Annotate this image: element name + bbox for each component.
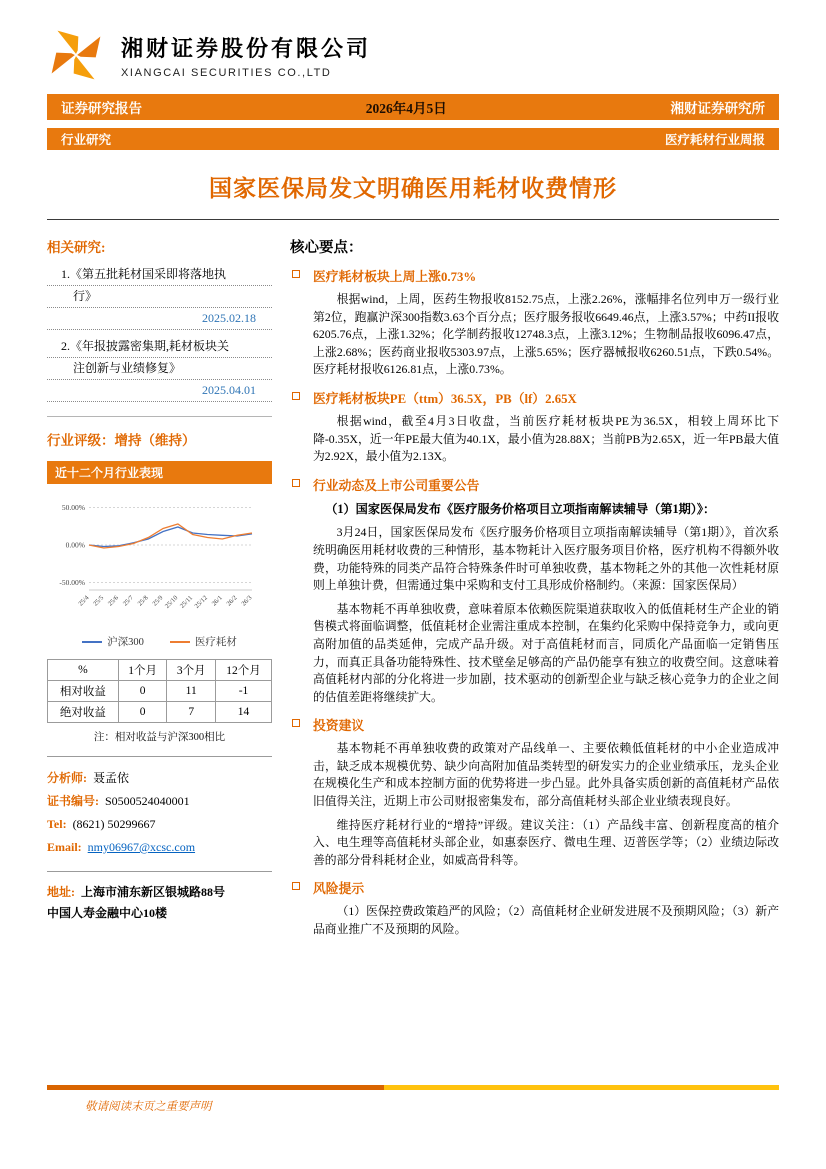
section-paragraph: 根据wind，上周，医药生物报收8152.75点，上涨2.26%，涨幅排名位列申万一级行业第2位，跑赢沪深300指数3.63个百分点；医疗服务报收6649.46点，上涨3.57%；中药II报收6205.76点，上涨1.32%；化学制药报收12748.3点，上涨3.12%；生物制品报收6096.47点，上涨2.68%；医药商业报收5303.97点，上涨5.65%；医疗器械报收6260.51点，下跌0.54%。医疗耗材报收6126.81点，上涨0.73%。 [313, 292, 779, 377]
svg-text:-50.00%: -50.00% [59, 578, 85, 587]
section-heading: 行业动态及上市公司重要公告 [313, 478, 480, 493]
table-note: 注：相对收益与沪深300相比 [93, 732, 226, 743]
table-row [48, 702, 272, 723]
related-research-list [47, 264, 272, 402]
section-bullet-icon [292, 882, 300, 890]
company-name-cn: 湘财证券股份有限公司 [121, 35, 372, 61]
table-row [48, 681, 272, 702]
svg-text:25/6: 25/6 [106, 594, 121, 608]
email-link[interactable]: nmy06967@xcsc.com [87, 840, 196, 854]
section-valuation [290, 388, 779, 466]
table-cell: -1 [215, 681, 271, 702]
footer-bar-orange-segment [47, 1085, 384, 1090]
chart-legend [47, 634, 272, 649]
report-type-bar [47, 94, 779, 120]
sidebar-divider [47, 756, 272, 757]
svg-text:25/11: 25/11 [178, 594, 195, 610]
table-cell: 14 [215, 702, 271, 723]
analyst-label: 分析师: [47, 771, 87, 785]
report-footer [47, 1085, 779, 1114]
tel-label: Tel: [47, 817, 67, 831]
footer-decoration-bar [47, 1085, 779, 1090]
table-cell: 11 [167, 681, 216, 702]
section-paragraph: 基本物耗不再单独收费的政策对产品线单一、主要依赖低值耗材的中小企业造成冲击，缺乏成本规模优势、缺少向高附加值品类转型的研发实力的企业业绩承压，龙头企业在规模化生产和成本控制方面的优势将进一步凸显。此外具备实质创新的高值耗材产品依旧值得关注，近期上市公司财报密集发布，部分高值耗材头部企业业绩表现良好。 [313, 741, 779, 809]
email-label: Email: [47, 840, 82, 854]
related-research-text: 2.《年报披露密集期,耗材板块关 [47, 336, 272, 358]
legend-label: 医疗耗材 [194, 637, 237, 648]
research-category-label: 行业研究 [61, 133, 112, 147]
cert-number: S0500524040001 [105, 794, 190, 808]
company-logo-icon [47, 26, 105, 84]
report-series-label: 医疗耗材行业周报 [664, 133, 765, 147]
report-type-label: 证券研究报告 [61, 101, 142, 116]
section-bullet-icon [292, 479, 300, 487]
svg-text:26/1: 26/1 [210, 594, 224, 608]
table-cell: 0 [118, 702, 167, 723]
footer-disclaimer-note: 敬请阅读末页之重要声明 [85, 1101, 212, 1113]
related-research-item[interactable] [47, 336, 272, 402]
report-title: 国家医保局发文明确医用耗材收费情形 [209, 176, 617, 201]
table-cell: 绝对收益 [48, 702, 119, 723]
address-line: 中国人寿金融中心10楼 [47, 906, 168, 920]
table-cell: 0 [118, 681, 167, 702]
tel-number: (8621) 50299667 [72, 817, 156, 831]
analyst-line [47, 767, 272, 790]
section-heading: 投资建议 [313, 719, 365, 734]
section-heading: 医疗耗材板块上周上涨0.73% [313, 270, 477, 284]
industry-performance-chart [47, 490, 272, 649]
email-line [47, 836, 272, 859]
address-line [47, 882, 272, 903]
content-columns [0, 220, 826, 939]
brand-row [0, 0, 826, 94]
section-weekly-performance [290, 266, 779, 379]
address-text: 上海市浦东新区银城路88号 [81, 885, 226, 899]
svg-text:26/3: 26/3 [240, 594, 254, 608]
related-research-text: 行》 [47, 286, 272, 308]
section-heading: 医疗耗材板块PE（ttm）36.5X，PB（lf）2.65X [313, 391, 577, 406]
section-industry-news [290, 475, 779, 707]
section-subheading: （1）国家医保局发布《医疗服务价格项目立项指南解读辅导（第1期）》： [325, 501, 716, 516]
related-research-date: 2025.04.01 [47, 380, 272, 402]
section-paragraph: （1）医保控费政策趋严的风险；（2）高值耗材企业研发进展不及预期风险；（3）新产品商业推广不及预期的风险。 [313, 904, 779, 937]
brand-names [121, 32, 371, 79]
performance-chart-title: 近十二个月行业表现 [47, 461, 272, 484]
svg-text:25/5: 25/5 [92, 594, 106, 608]
main-content [290, 236, 779, 939]
table-header-cell: % [48, 660, 119, 681]
analyst-name: 聂孟依 [93, 771, 130, 785]
related-research-text: 注创新与业绩修复》 [47, 358, 272, 380]
line-chart [47, 490, 258, 630]
svg-text:50.00%: 50.00% [61, 503, 85, 512]
series-line-icon [170, 641, 190, 643]
legend-item [170, 634, 237, 649]
sidebar-divider [47, 871, 272, 872]
svg-text:25/12: 25/12 [193, 594, 209, 610]
address-block [47, 882, 272, 924]
table-header-cell: 3个月 [167, 660, 216, 681]
cert-label: 证书编号: [47, 794, 99, 808]
series-line-icon [82, 641, 102, 643]
tel-line [47, 813, 272, 836]
section-paragraph: 根据wind，截至4月3日收盘，当前医疗耗材板块PE为36.5X，相较上周环比下降-0.35X，近一年PE最大值为40.1X，最小值为28.88X；当前PB为2.65X，近一年PB最大值为2.92X，最小值为2.13X。 [313, 413, 779, 464]
legend-item [82, 634, 144, 649]
section-bullet-icon [292, 270, 300, 278]
analyst-block [47, 767, 272, 859]
section-paragraph: 3月24日，国家医保局发布《医疗服务价格项目立项指南解读辅导（第1期）》，首次系统明确医用耗材收费的三种情形，基本物耗计入医疗服务项目价格，医疗机构不得额外收费，功能特殊的同类产品符合特殊条件时可单独收费，基本物耗之外的其他一次性耗材原则上单独计费，但需通过集中采购和支付工具形成价格制约。（来源：国家医保局） [313, 525, 779, 593]
section-risk-warning [290, 878, 779, 938]
related-research-heading: 相关研究: [47, 240, 106, 255]
table-header-cell: 12个月 [215, 660, 271, 681]
address-label: 地址: [47, 885, 75, 899]
company-name-en: XIANGCAI SECURITIES CO.,LTD [121, 66, 332, 79]
related-research-text: 1.《第五批耗材国采即将落地执 [47, 264, 272, 286]
table-cell: 相对收益 [48, 681, 119, 702]
svg-text:25/7: 25/7 [121, 594, 135, 608]
svg-text:0.00%: 0.00% [65, 540, 85, 550]
core-points-heading: 核心要点： [290, 240, 363, 256]
section-heading: 风险提示 [313, 882, 365, 897]
related-research-date: 2025.02.18 [47, 308, 272, 330]
industry-rating: 行业评级：增持（维持） [47, 416, 272, 449]
svg-text:25/4: 25/4 [77, 594, 91, 608]
svg-text:25/10: 25/10 [163, 594, 180, 610]
report-date: 2026年4月5日 [365, 101, 447, 116]
section-paragraph: 维持医疗耗材行业的“增持”评级。建议关注：（1）产品线丰富、创新程度高的植介入、电生理等高值耗材头部企业，如惠泰医疗、微电生理、迈普医学等；（2）业绩边际改善的部分骨科耗材企业，如威高骨科等。 [313, 817, 779, 867]
research-institute-label: 湘财证券研究所 [670, 101, 765, 116]
table-cell: 7 [167, 702, 216, 723]
sidebar [47, 236, 272, 939]
svg-text:25/8: 25/8 [136, 594, 150, 608]
section-bullet-icon [292, 392, 300, 400]
table-header-row [48, 660, 272, 681]
svg-text:26/2: 26/2 [225, 594, 239, 608]
svg-text:25/9: 25/9 [151, 594, 165, 608]
related-research-item[interactable] [47, 264, 272, 330]
section-paragraph: 基本物耗不再单独收费，意味着原本依赖医院渠道获取收入的低值耗材生产企业的销售模式将面临调整，低值耗材企业需注重成本控制，在集约化采购中保持竞争力，或向更高附加值的品类延伸，完成产品升级。对于高值耗材而言，同质化产品面临一定销售压力，而真正具备功能特殊性、技术壁垒足够高的产品仍能享有独立的收费空间。这意味着高值耗材内部的分化将进一步加剧，技术驱动的创新型企业与缺乏核心竞争力的企业之间的估值差距将继续扩大。 [313, 601, 779, 704]
section-bullet-icon [292, 719, 300, 727]
table-header-cell: 1个月 [118, 660, 167, 681]
report-header [0, 0, 826, 150]
category-bar [47, 128, 779, 150]
performance-table [47, 659, 272, 723]
footer-bar-yellow-segment [384, 1085, 779, 1090]
legend-label: 沪深300 [107, 637, 144, 648]
section-investment-advice [290, 715, 779, 869]
header-bars [0, 94, 826, 150]
cert-line [47, 790, 272, 813]
